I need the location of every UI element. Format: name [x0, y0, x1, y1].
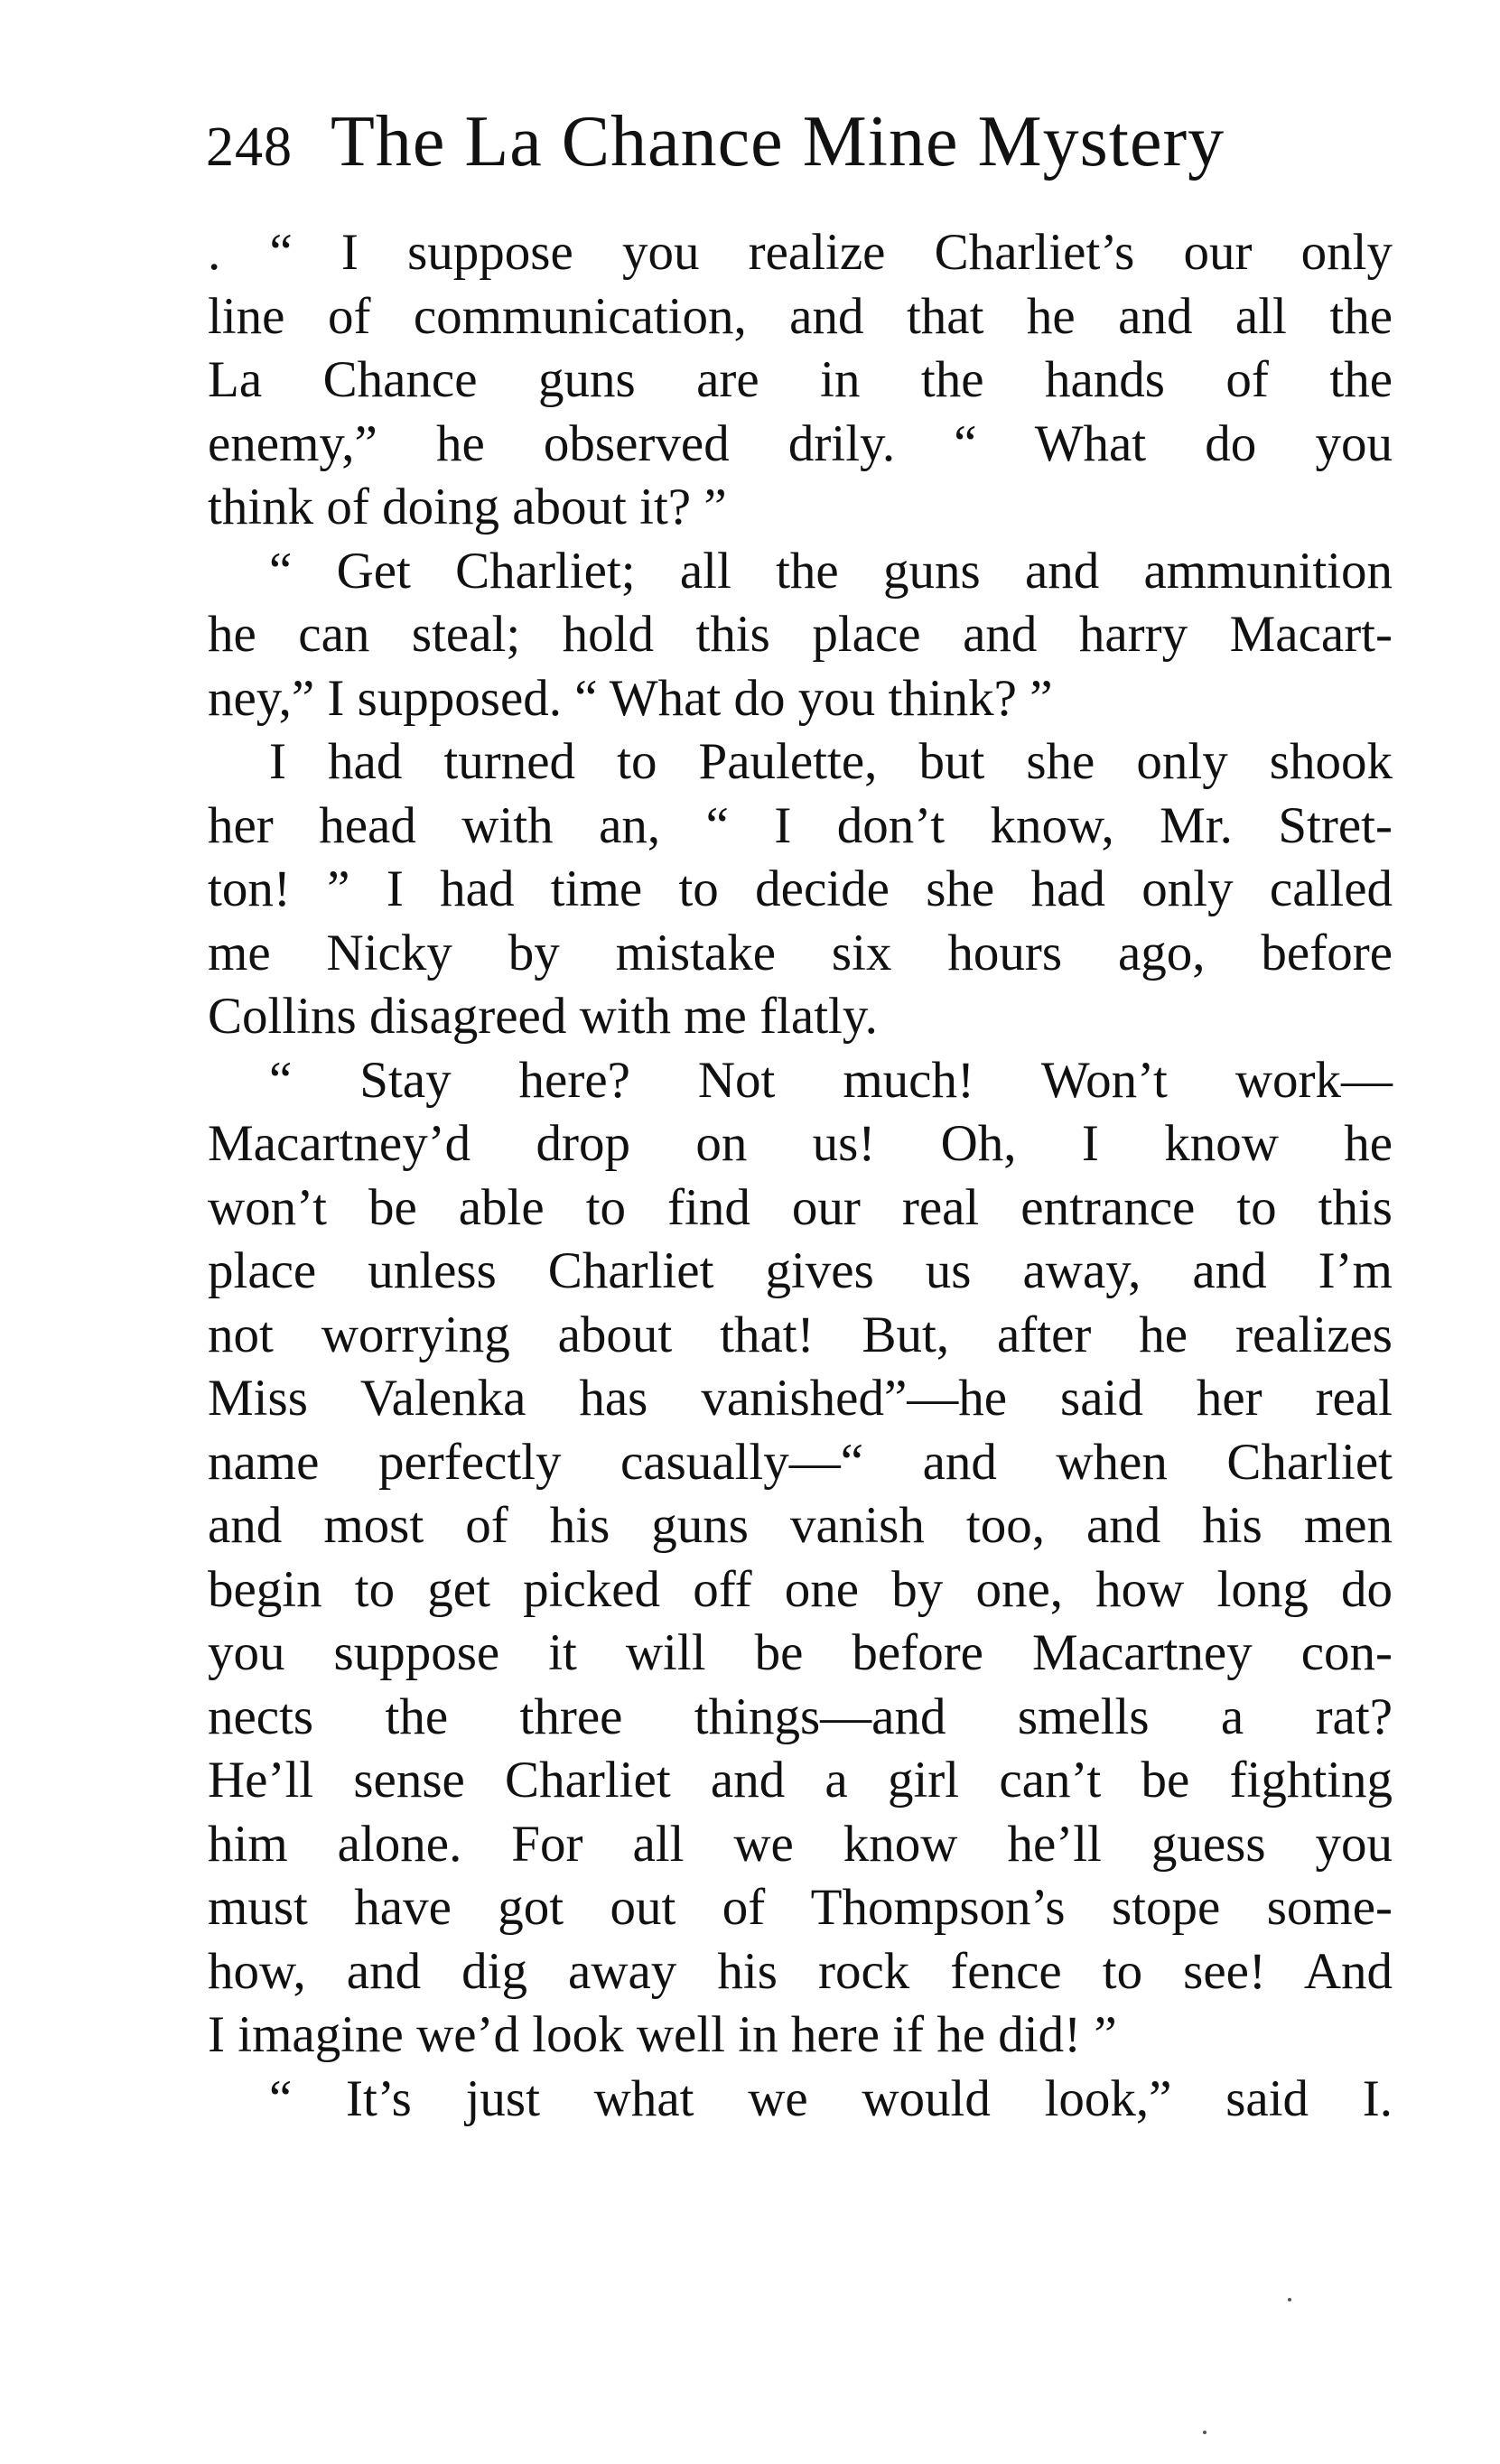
text-line: think of doing about it? ” [208, 479, 727, 535]
text-line: won’t be able to find our real entrance to this [208, 1178, 1393, 1236]
print-speck [1288, 2298, 1291, 2301]
text-line: I had turned to Paulette, but she only shook [269, 733, 1393, 790]
text-line: he can steal; hold this place and harry Macart- [208, 606, 1393, 663]
text-line: “ Stay here? Not much! Won’t work— [269, 1051, 1393, 1109]
print-speck [1203, 2431, 1207, 2434]
text-line: Miss Valenka has vanished”—he said her real [208, 1370, 1393, 1427]
text-line: Macartney’d drop on us! Oh, I know he [208, 1115, 1393, 1172]
page-header [206, 101, 1389, 200]
text-line: I imagine we’d look well in here if he did! ” [208, 2006, 1117, 2063]
text-line: how, and dig away his rock fence to see! And [208, 1942, 1393, 2000]
running-title: The La Chance Mine Mystery [331, 102, 1225, 181]
text-line: . “ I suppose you realize Charliet’s our only [208, 224, 1393, 281]
text-line: place unless Charliet gives us away, and I’m [208, 1242, 1393, 1299]
text-line: He’ll sense Charliet and a girl can’t be fighting [208, 1752, 1393, 1808]
body-text [208, 221, 1393, 2131]
text-line: line of communication, and that he and all the [208, 287, 1393, 345]
text-line: Collins disagreed with me flatly. [208, 988, 878, 1045]
text-line: ton! ” I had time to decide she had only called [208, 860, 1393, 917]
text-line: not worrying about that! But, after he realizes [208, 1306, 1393, 1363]
text-line: you suppose it will be before Macartney con- [208, 1624, 1393, 1681]
text-line: must have got out of Thompson’s stope some- [208, 1879, 1393, 1936]
text-line: begin to get picked off one by one, how long do [208, 1560, 1393, 1618]
text-line: him alone. For all we know he’ll guess you [208, 1815, 1393, 1873]
text-line: enemy,” he observed drily. “ What do you [208, 414, 1393, 472]
text-line: “ Get Charliet; all the guns and ammunition [269, 542, 1393, 600]
text-line: nects the three things—and smells a rat? [208, 1688, 1393, 1745]
page-number: 248 [206, 116, 293, 178]
text-line: name perfectly casually—“ and when Charliet [208, 1433, 1393, 1491]
text-line: La Chance guns are in the hands of the [208, 351, 1393, 408]
text-line: her head with an, “ I don’t know, Mr. Stret- [208, 796, 1393, 854]
text-line: and most of his guns vanish too, and his men [208, 1497, 1393, 1554]
text-line: ney,” I supposed. “ What do you think? ” [208, 669, 1053, 727]
text-line: “ It’s just what we would look,” said I. [269, 2069, 1393, 2127]
text-line: me Nicky by mistake six hours ago, before [208, 924, 1393, 981]
